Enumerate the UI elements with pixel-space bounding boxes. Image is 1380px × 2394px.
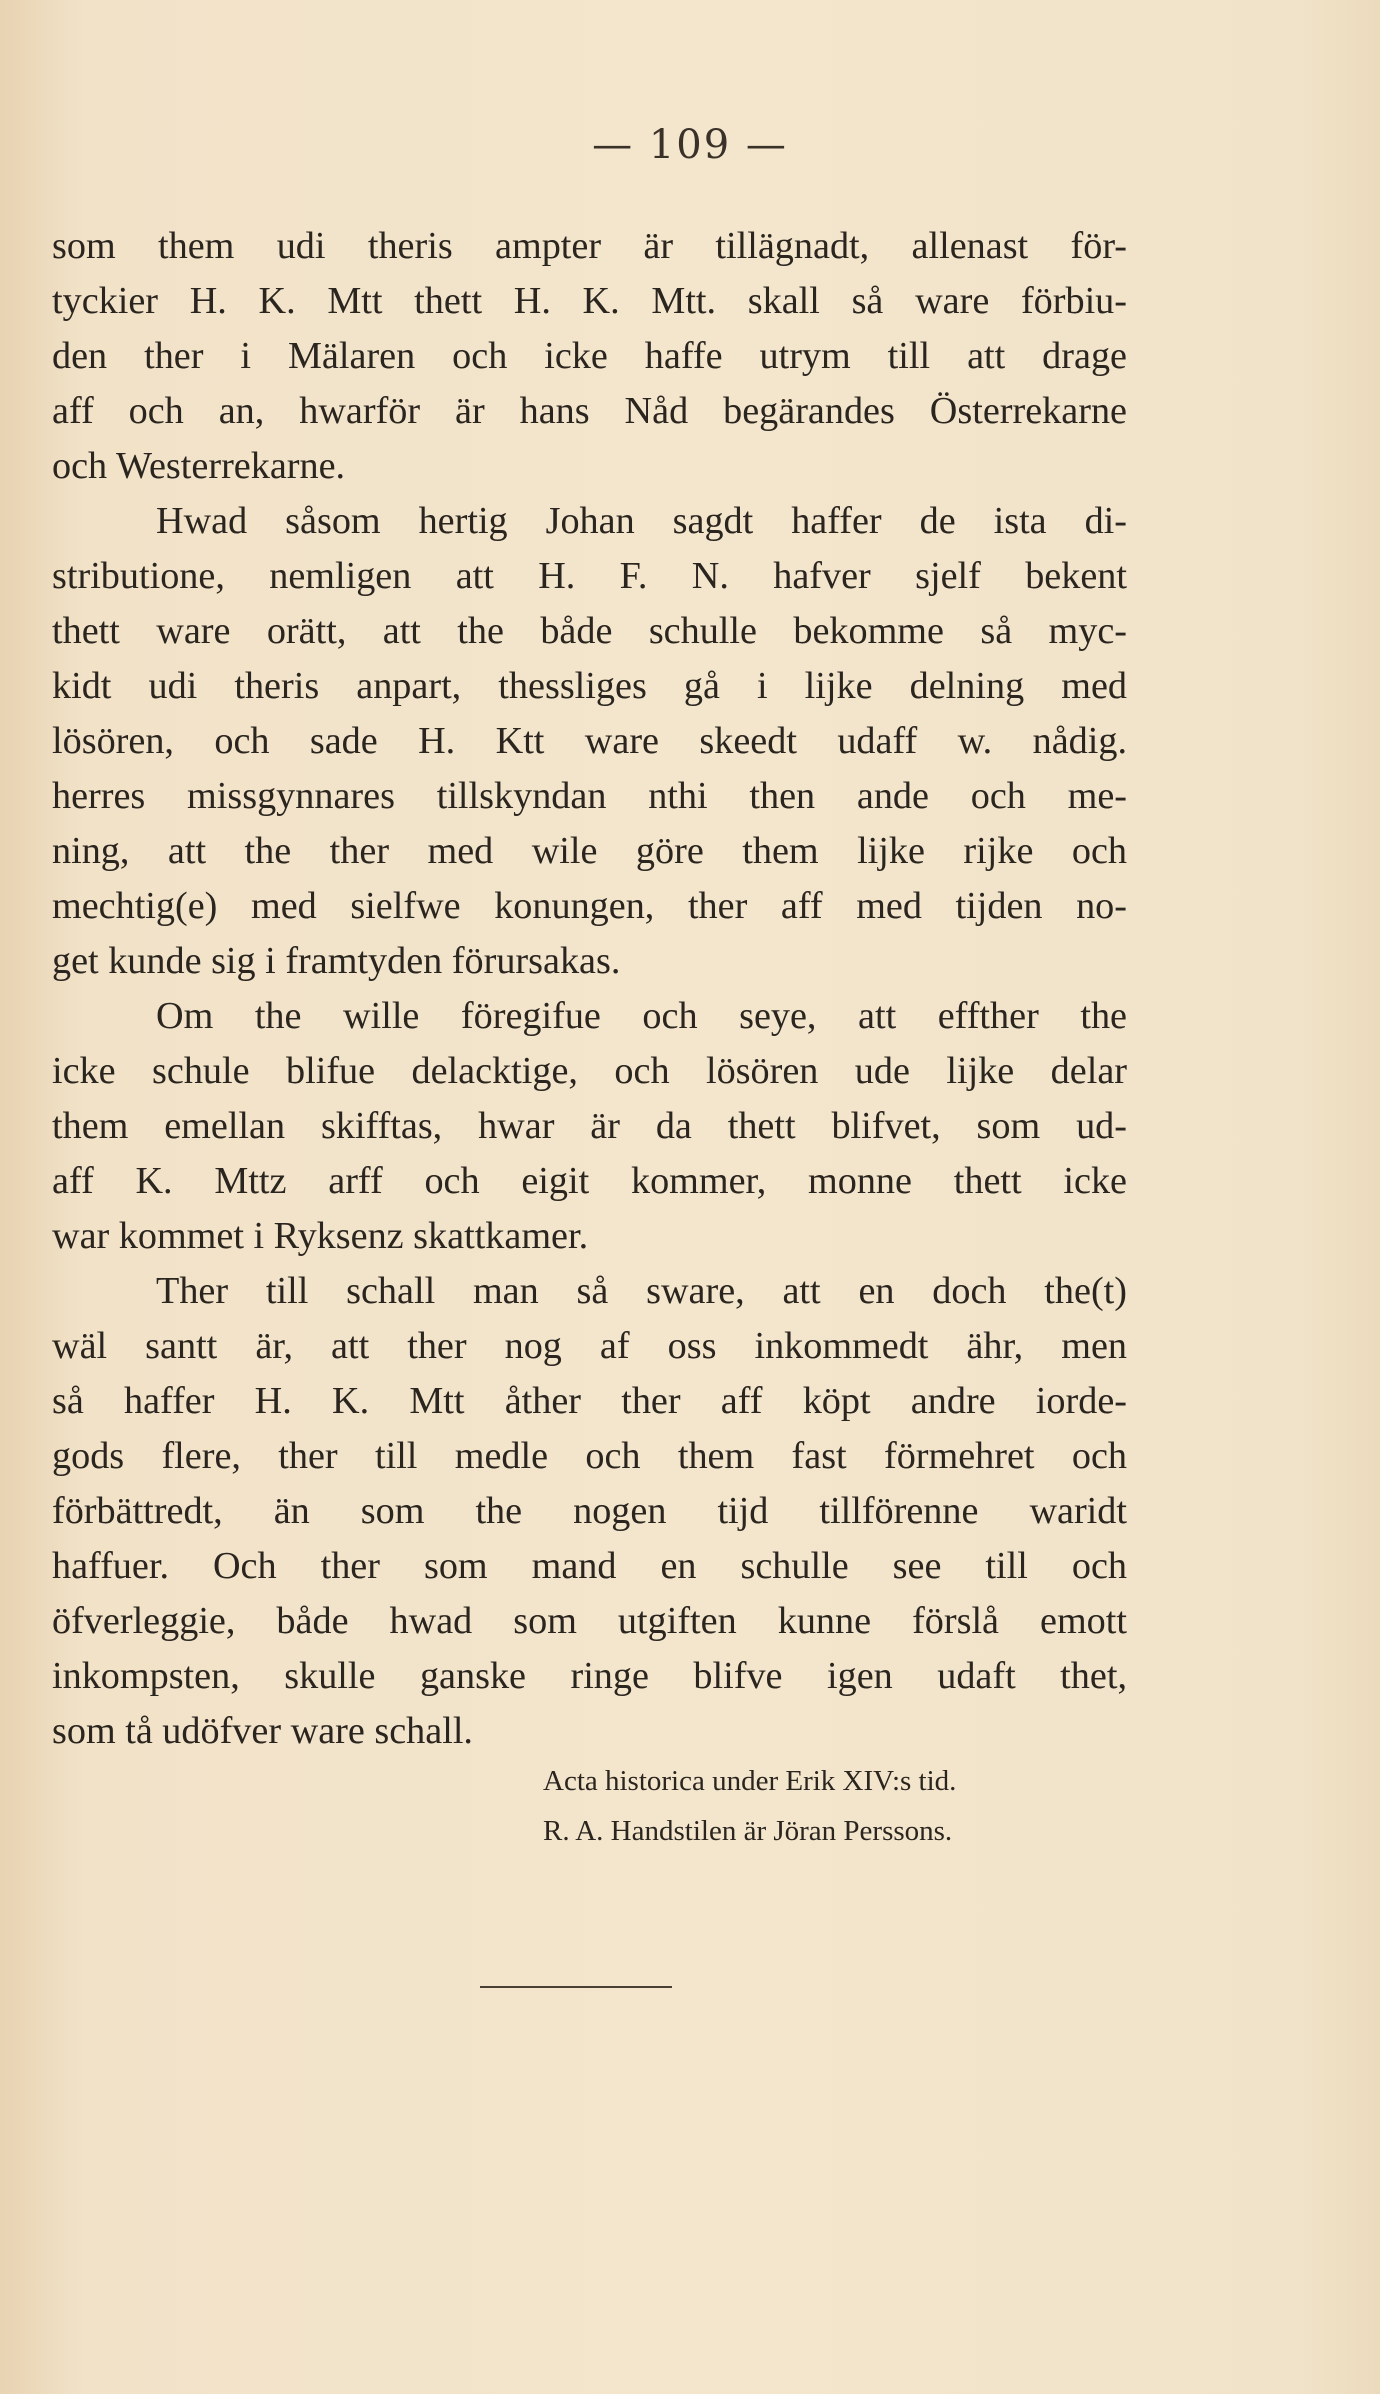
text-line: mechtig(e) med sielfwe konungen, ther aff med tijden no-: [52, 885, 1127, 927]
page-number: — 109 —: [592, 122, 788, 168]
text-line: inkompsten, skulle ganske ringe blifve igen udaft thet,: [52, 1655, 1127, 1697]
text-line: Hwad såsom hertig Johan sagdt haffer de ista di-: [156, 500, 1127, 542]
source-citation: [543, 1756, 1128, 1856]
body-text: [52, 219, 1127, 1759]
text-line: get kunde sig i framtyden förursakas.: [52, 940, 621, 982]
text-line: thett ware orätt, att the både schulle bekomme så myc-: [52, 610, 1127, 652]
text-line: Om the wille föregifue och seye, att effther the: [156, 995, 1127, 1037]
text-line: tyckier H. K. Mtt thett H. K. Mtt. skall så ware förbiu-: [52, 280, 1127, 322]
text-line: wäl santt är, att ther nog af oss inkommedt ähr, men: [52, 1325, 1127, 1367]
text-line: herres missgynnares tillskyndan nthi then ande och me-: [52, 775, 1127, 817]
source-line-1: Acta historica under Erik XIV:s tid.: [543, 1765, 957, 1797]
text-line: som them udi theris ampter är tillägnadt, allenast för-: [52, 225, 1127, 267]
text-line: gods flere, ther till medle och them fast förmehret och: [52, 1435, 1127, 1477]
text-line: aff K. Mttz arff och eigit kommer, monne thett icke: [52, 1160, 1127, 1202]
text-line: den ther i Mälaren och icke haffe utrym till att drage: [52, 335, 1127, 377]
text-line: och Westerrekarne.: [52, 445, 346, 487]
text-line: haffuer. Och ther som mand en schulle see till och: [52, 1545, 1127, 1587]
text-line: så haffer H. K. Mtt åther ther aff köpt andre iorde-: [52, 1380, 1127, 1422]
text-line: ning, att the ther med wile göre them lijke rijke och: [52, 830, 1127, 872]
text-line: icke schule blifue delacktige, och lösören ude lijke delar: [52, 1050, 1127, 1092]
text-line: war kommet i Ryksenz skattkamer.: [52, 1215, 589, 1257]
text-line: them emellan skifftas, hwar är da thett blifvet, som ud-: [52, 1105, 1127, 1147]
text-line: som tå udöfver ware schall.: [52, 1710, 473, 1752]
end-rule: [480, 1986, 672, 1988]
text-line: öfverleggie, både hwad som utgiften kunne förslå emott: [52, 1600, 1127, 1642]
text-line: stributione, nemligen att H. F. N. hafver sjelf bekent: [52, 555, 1127, 597]
text-line: förbättredt, än som the nogen tijd tillförenne waridt: [52, 1490, 1127, 1532]
text-line: aff och an, hwarför är hans Nåd begärandes Österrekarne: [52, 390, 1127, 432]
text-line: Ther till schall man så sware, att en doch the(t): [156, 1270, 1127, 1312]
source-line-2: R. A. Handstilen är Jöran Perssons.: [543, 1815, 953, 1847]
text-line: kidt udi theris anpart, thessliges gå i lijke delning med: [52, 665, 1127, 707]
text-line: lösören, och sade H. Ktt ware skeedt udaff w. nådig.: [52, 720, 1127, 762]
